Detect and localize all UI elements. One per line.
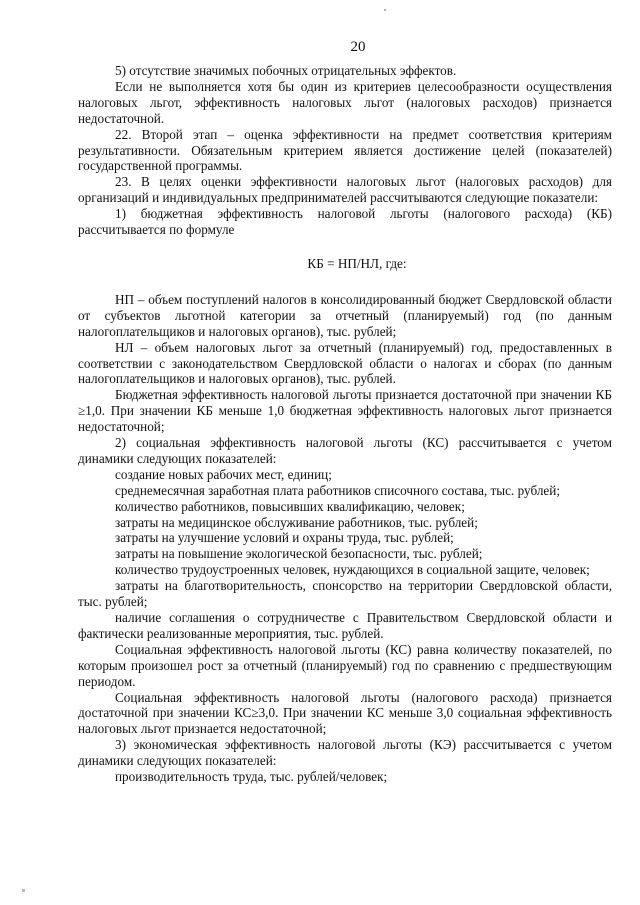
list-item: затраты на улучшение условий и охраны труда, тыс. рублей; bbox=[115, 530, 454, 546]
paragraph: количество трудоустроенных человек, нуждающихся в социальной защите, человек; bbox=[115, 562, 590, 578]
list-item: 5) отсутствие значимых побочных отрицательных эффектов. bbox=[115, 63, 457, 78]
paragraph: Бюджетная эффективность налоговой льготы признается достаточной при значении КБ ≥1,0. При значении КБ меньше 1,0 бюджетная эффективность налоговых льгот признается недостаточной; bbox=[78, 387, 612, 435]
paragraph: Социальная эффективность налоговой льготы (налогового расхода) признается достаточной при значении КС≥3,0. При значении КС меньше 3,0 социальная эффективность налоговых льгот признается недостаточной; bbox=[78, 689, 612, 737]
list-item: затраты на повышение экологической безопасности, тыс. рублей; bbox=[115, 546, 483, 562]
paragraph: Социальная эффективность налоговой льготы (КС) равна количеству показателей, по которым произошел рост за отчетный (планируемый) год по сравнению с предшествующим периодом. bbox=[78, 641, 612, 689]
list-item: производительность труда, тыс. рублей/человек; bbox=[115, 769, 388, 785]
paragraph: НП – объем поступлений налогов в консолидированный бюджет Свердловской области от субъектов льготной категории за отчетный (планируемый) год (по данным налогоплательщиков и налоговых органов), тыс. рублей; bbox=[78, 291, 612, 339]
paragraph: 22. Второй этап – оценка эффективности на предмет соответствия критериям результативности. Обязательным критерием является достижение целей (показателей) государственной программы. bbox=[78, 126, 612, 174]
scan-artifact-dot bbox=[384, 9, 386, 11]
paragraph: 2) социальная эффективность налоговой льготы (КС) рассчитывается с учетом динамики следующих показателей: bbox=[78, 435, 612, 466]
paragraph: НЛ – объем налоговых льгот за отчетный (планируемый) год, предоставленных в соответствии с законодательством Свердловской области о налогах и сборах (по данным налогоплательщиков и налоговых органов), тыс. рублей. bbox=[78, 339, 612, 387]
document-body bbox=[78, 63, 612, 785]
paragraph: 1) бюджетная эффективность налоговой льготы (налогового расхода) (КБ) рассчитывается по формуле bbox=[78, 206, 612, 238]
list-item: создание новых рабочих мест, единиц; bbox=[115, 466, 332, 482]
list-item: среднемесячная заработная плата работников списочного состава, тыс. рублей; bbox=[115, 482, 560, 498]
paragraph: затраты на благотворительность, спонсорство на территории Свердловской области, тыс. рублей; bbox=[78, 578, 612, 610]
scan-artifact-mark bbox=[22, 889, 25, 892]
page-number: 20 bbox=[350, 39, 366, 55]
list-item: количество работников, повысивших квалификацию, человек; bbox=[115, 498, 465, 514]
list-item: затраты на медицинское обслуживание работников, тыс. рублей; bbox=[115, 514, 478, 530]
paragraph: Если не выполняется хотя бы один из критериев целесообразности осуществления налоговых льгот, эффективность налоговых льгот (налоговых расходов) признается недостаточной. bbox=[78, 78, 612, 126]
paragraph: 3) экономическая эффективность налоговой льготы (КЭ) рассчитывается с учетом динамики следующих показателей: bbox=[78, 737, 612, 769]
formula: КБ = НП/НЛ, где: bbox=[307, 255, 407, 271]
paragraph: наличие соглашения о сотрудничестве с Правительством Свердловской области и фактически реализованные мероприятия, тыс. рублей. bbox=[78, 610, 612, 641]
paragraph: 23. В целях оценки эффективности налоговых льгот (налоговых расходов) для организаций и индивидуальных предпринимателей рассчитываются следующие показатели: bbox=[78, 174, 612, 206]
